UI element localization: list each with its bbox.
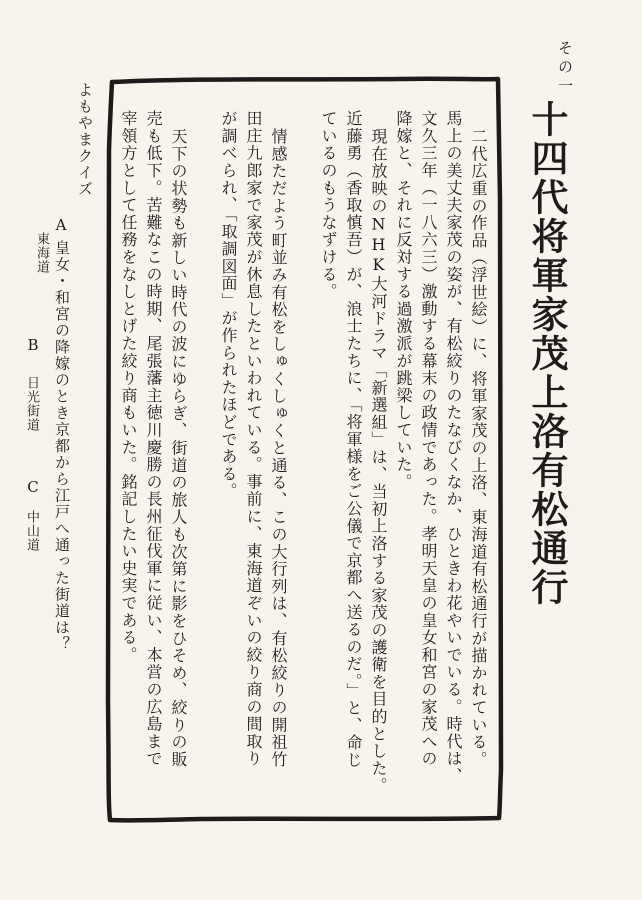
body-line: 馬上の美丈夫家茂の姿が、有松絞りのたなびくなか、ひときわ花やいでいる。時代は、 [444, 110, 463, 785]
quiz-option-a-text: 東海道 [34, 232, 49, 274]
body-line: 降嫁と、それに反対する過激派が跳梁していた。 [394, 110, 413, 491]
body-line: 現在放映のNHK大河ドラマ「新選組」は、当初上洛する家茂の護衛を目的とした。 [369, 128, 388, 795]
body-line: 二代広重の作品（浮世絵）に、将軍家茂の上洛、東海道有松通行が描かれている。 [469, 128, 488, 769]
body-line: 文久三年（一八六三）激動する幕末の政情であった。孝明天皇の皇女和宮の家茂への [419, 110, 438, 768]
section-label: その一 [556, 40, 574, 97]
quiz-option-c-key: C [24, 478, 42, 498]
body-line: ているのもうなずける。 [319, 110, 338, 301]
body-line: 情感ただよう町並み有松をしゅくしゅくと通る、この大行列は、有松絞りの開祖竹 [269, 128, 288, 769]
body-line: が調べられ、「取調図面」が作られたほどである。 [219, 110, 238, 500]
body-line: 天下の状勢も新しい時代の波にゆらぎ、街道の旅人も次第に影をひそめ、絞りの販 [169, 128, 188, 769]
quiz-option-b-text: 日光街道 [24, 376, 39, 432]
body-line: 宰領方として任務をなしとげた絞り商もいた。銘記したい史実である。 [119, 110, 138, 664]
quiz-option-b-key: B [24, 336, 42, 356]
page-title: 十四代将軍家茂上洛有松通行 [525, 100, 569, 607]
quiz-option-c-text: 中山道 [24, 510, 39, 552]
body-line: 田庄九郎家で家茂が休息したといわれている。事前に、東海道ぞいの絞り商の間取り [244, 110, 263, 768]
quiz-question: 皇女・和宮の降嫁のとき京都から江戸へ通った街道は？ [53, 240, 71, 653]
body-line: 売も低下。苦難なこの時期、尾張藩主徳川慶勝の長州征伐軍に従い、本営の広島まで [144, 110, 163, 768]
body-line: 近藤勇（香取慎吾）が、浪士たちに、「将軍様をご公儀で京都へ送るのだ。」と、命じ [344, 110, 363, 769]
quiz-heading: よもやまクイズ [76, 82, 94, 198]
quiz-option-a-key: A [52, 216, 70, 236]
